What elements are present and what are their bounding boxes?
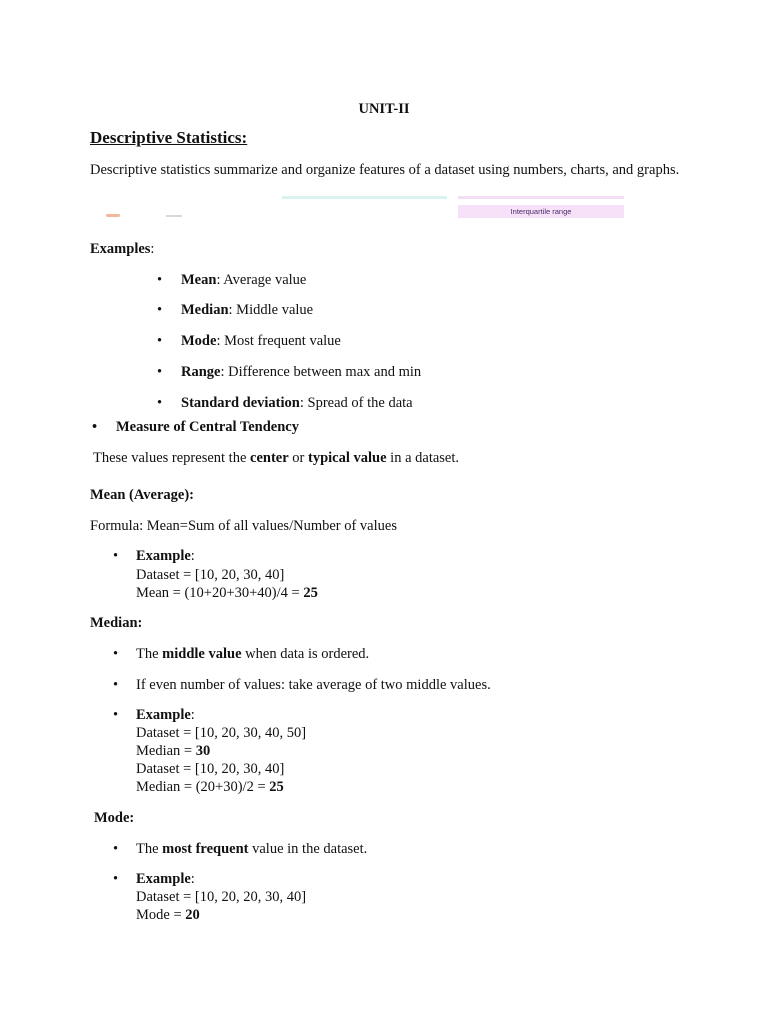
figure-strip-fragment: [166, 215, 182, 217]
bullet-icon: •: [157, 302, 163, 318]
median-example-dataset-odd: Dataset = [10, 20, 30, 40, 50]: [136, 725, 307, 741]
bullet-icon: •: [92, 419, 98, 435]
bullet-icon: •: [113, 707, 119, 723]
bullet-icon: •: [113, 871, 119, 887]
bullet-icon: •: [113, 841, 119, 857]
figure-strip-fragment: [458, 196, 624, 199]
bullet-icon: •: [157, 364, 163, 380]
median-bullet-even-rule: If even number of values: take average of two middle values.: [136, 677, 491, 693]
median-bullet-definition: The middle value when data is ordered.: [136, 646, 370, 662]
figure-strip-label-box: [458, 205, 624, 218]
example-item-median: Median: Middle value: [181, 302, 314, 318]
median-heading: Median:: [90, 615, 143, 631]
section-heading: Descriptive Statistics:: [90, 128, 248, 147]
central-tendency-description: These values represent the center or typical value in a dataset.: [93, 450, 460, 466]
mode-heading: Mode:: [94, 810, 135, 826]
mode-bullet-definition: The most frequent value in the dataset.: [136, 841, 368, 857]
example-item-mean: Mean: Average value: [181, 272, 307, 288]
unit-title: UNIT-II: [358, 101, 410, 117]
bullet-icon: •: [157, 395, 163, 411]
figure-strip-fragment: [282, 196, 447, 199]
median-example-result-even: Median = (20+30)/2 = 25: [136, 779, 284, 795]
mean-example-dataset: Dataset = [10, 20, 30, 40]: [136, 567, 285, 583]
example-item-range: Range: Difference between max and min: [181, 364, 422, 380]
figure-strip-label: Interquartile range: [510, 207, 572, 216]
mean-example-label: Example:: [136, 548, 195, 564]
examples-heading: Examples:: [90, 241, 155, 257]
median-example-result-odd: Median = 30: [136, 743, 211, 759]
example-item-standard-deviation: Standard deviation: Spread of the data: [181, 395, 413, 411]
bullet-icon: •: [113, 646, 119, 662]
bullet-icon: •: [113, 548, 119, 564]
intro-paragraph: Descriptive statistics summarize and organize features of a dataset using numbers, charts, and graphs.: [90, 162, 680, 178]
mode-example-dataset: Dataset = [10, 20, 20, 30, 40]: [136, 889, 307, 905]
mean-example-calculation: Mean = (10+20+30+40)/4 = 25: [136, 585, 318, 601]
mode-example-label: Example:: [136, 871, 195, 887]
mean-heading: Mean (Average):: [90, 487, 194, 503]
figure-strip-fragment: [106, 214, 120, 217]
median-example-dataset-even: Dataset = [10, 20, 30, 40]: [136, 761, 285, 777]
example-item-mode: Mode: Most frequent value: [181, 333, 341, 349]
bullet-icon: •: [113, 677, 119, 693]
median-example-label: Example:: [136, 707, 195, 723]
mode-example-result: Mode = 20: [136, 907, 200, 923]
mean-formula: Formula: Mean=Sum of all values/Number of values: [90, 518, 397, 534]
central-tendency-heading: Measure of Central Tendency: [116, 419, 299, 435]
bullet-icon: •: [157, 272, 163, 288]
bullet-icon: •: [157, 333, 163, 349]
